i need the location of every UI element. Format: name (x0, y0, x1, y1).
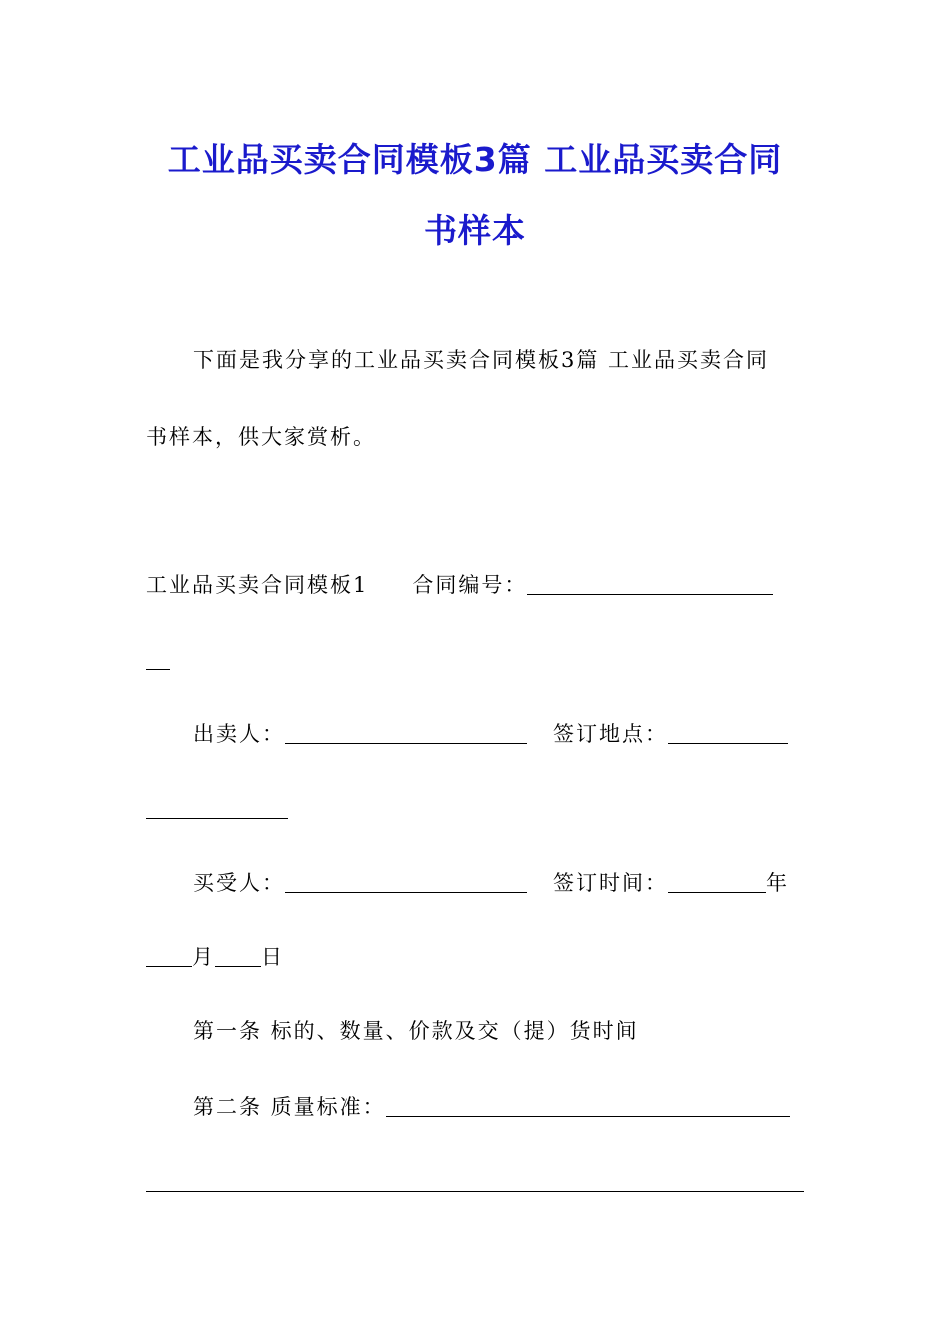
sign-place-blank (668, 723, 788, 744)
buyer-blank (285, 872, 527, 893)
contract-number-blank-continued (146, 649, 170, 670)
buyer-row (193, 869, 789, 897)
contract-number-blank-continued-row (146, 646, 170, 674)
quality-standard-blank-continued-row (146, 1168, 804, 1196)
sign-time-label: 签订时间： (553, 871, 668, 895)
template-heading-row (146, 571, 773, 599)
month-label: 月 (192, 945, 215, 969)
document-title-line-2: 书样本 (424, 211, 526, 250)
seller-label: 出卖人： (193, 722, 285, 746)
sign-day-blank (215, 946, 261, 967)
quality-standard-blank-continued (146, 1171, 804, 1192)
contract-number-blank (527, 574, 773, 595)
sign-place-blank-continued-row (146, 795, 288, 823)
contract-number-label: 合同编号： (412, 573, 528, 597)
document-title-line-1: 工业品买卖合同模板3篇 工业品买卖合同 (167, 140, 783, 179)
date-row (146, 943, 284, 971)
seller-blank (285, 723, 527, 744)
seller-row (193, 720, 788, 748)
year-label: 年 (766, 871, 789, 895)
intro-line-2: 书样本，供大家赏析。 (146, 425, 376, 449)
sign-month-blank (146, 946, 192, 967)
sign-place-blank-continued (146, 798, 288, 819)
sign-year-blank (668, 872, 766, 893)
article-2-label: 第二条 质量标准： (193, 1095, 386, 1119)
article-1: 第一条 标的、数量、价款及交（提）货时间 (193, 1019, 639, 1043)
sign-place-label: 签订地点： (553, 722, 668, 746)
intro-line-1: 下面是我分享的工业品买卖合同模板3篇 工业品买卖合同 (193, 348, 770, 372)
day-label: 日 (261, 945, 284, 969)
quality-standard-blank (386, 1096, 790, 1117)
template-heading: 工业品买卖合同模板1 (146, 573, 369, 597)
buyer-label: 买受人： (193, 871, 285, 895)
article-2-row (193, 1093, 790, 1121)
